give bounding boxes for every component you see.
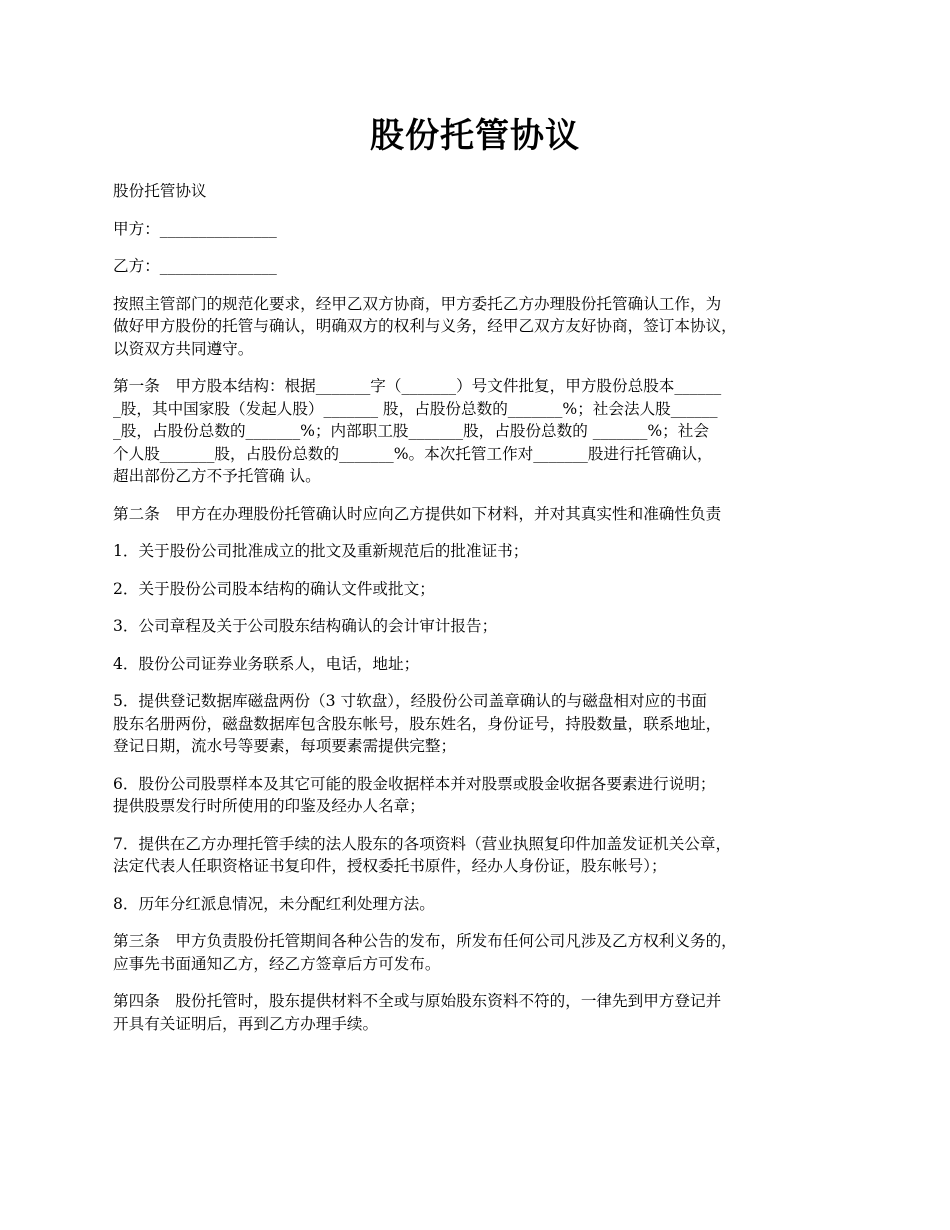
paragraph [113, 218, 841, 241]
paragraph-line: 超出部份乙方不予托管确 认。 [113, 467, 321, 485]
paragraph-line: _股，占股份总数的_______%；内部职工股_______股，占股份总数的 _______%；社会 [113, 422, 709, 440]
paragraph-line: 提供股票发行时所使用的印鉴及经办人名章； [113, 797, 425, 815]
paragraph [113, 690, 841, 758]
paragraph-line: 甲方：_______________ [113, 219, 277, 238]
paragraph-line: 按照主管部门的规范化要求，经甲乙双方协商，甲方委托乙方办理股份托管确认工作，为 [113, 294, 722, 313]
paragraph [113, 773, 841, 818]
paragraph-line: 个人股_______股，占股份总数的_______%。本次托管工作对_______股进行托管确认， [113, 444, 713, 463]
paragraph-line: 5．提供登记数据库磁盘两份（3 寸软盘），经股份公司盖章确认的与磁盘相对应的书面 [113, 692, 707, 710]
paragraph [113, 255, 841, 278]
paragraph-line: 以资双方共同遵守。 [113, 339, 254, 358]
document-title: 股份托管协议 [370, 116, 580, 156]
paragraph [113, 893, 841, 916]
paragraph [113, 375, 841, 488]
paragraph-line: 第三条 甲方负责股份托管期间各种公告的发布，所发布任何公司凡涉及乙方权利义务的， [113, 932, 737, 950]
paragraph-line: 开具有关证明后，再到乙方办理手续。 [113, 1014, 379, 1033]
paragraph [113, 578, 841, 601]
paragraph-line: 应事先书面通知乙方，经乙方签章后方可发布。 [113, 954, 441, 973]
paragraph-line: 第四条 股份托管时，股东提供材料不全或与原始股东资料不符的，一律先到甲方登记并 [113, 992, 722, 1010]
paragraph-line: 法定代表人任职资格证书复印件，授权委托书原件，经办人身份证，股东帐号）； [113, 857, 667, 875]
paragraph-line: 7．提供在乙方办理托管手续的法人股东的各项资料（营业执照复印件加盖发证机关公章， [113, 834, 732, 853]
paragraph-line: 6．股份公司股票样本及其它可能的股金收据样本并对股票或股金收据各要素进行说明； [113, 774, 716, 793]
paragraph [113, 930, 841, 975]
paragraph-line: 股东名册两份，磁盘数据库包含股东帐号，股东姓名，身份证号，持股数量，联系地址， [113, 714, 722, 733]
document-body [113, 180, 841, 1050]
paragraph-line: 3．公司章程及关于公司股东结构确认的会计审计报告； [113, 617, 498, 635]
paragraph [113, 293, 841, 361]
paragraph [113, 503, 841, 526]
paragraph-line: 登记日期，流水号等要素，每项要素需提供完整； [113, 737, 457, 755]
paragraph-line: 做好甲方股份的托管与确认，明确双方的权利与义务，经甲乙双方友好协商，签订本协议， [113, 317, 737, 335]
paragraph-line: 8．历年分红派息情况，未分配红利处理方法。 [113, 894, 435, 913]
paragraph-line: 4．股份公司证券业务联系人，电话，地址； [113, 654, 420, 673]
paragraph-line: 乙方：_______________ [113, 257, 277, 275]
paragraph-line: _股，其中国家股（发起人股）_______ 股，占股份总数的_______%；社会法人股______ [113, 399, 718, 418]
paragraph-line: 1．关于股份公司批准成立的批文及重新规范后的批准证书； [113, 542, 529, 560]
paragraph-line: 第二条 甲方在办理股份托管确认时应向乙方提供如下材料，并对其真实性和准确性负责 [113, 504, 722, 523]
paragraph [113, 990, 841, 1035]
paragraph-line: 2．关于股份公司股本结构的确认文件或批文； [113, 579, 435, 598]
paragraph [113, 540, 841, 563]
paragraph-line: 股份托管协议 [113, 182, 207, 200]
paragraph-line: 第一条 甲方股本结构：根据_______字（_______）号文件批复，甲方股份总股本______ [113, 377, 722, 395]
paragraph [113, 833, 841, 878]
paragraph [113, 653, 841, 676]
paragraph [113, 615, 841, 638]
paragraph [113, 180, 841, 203]
